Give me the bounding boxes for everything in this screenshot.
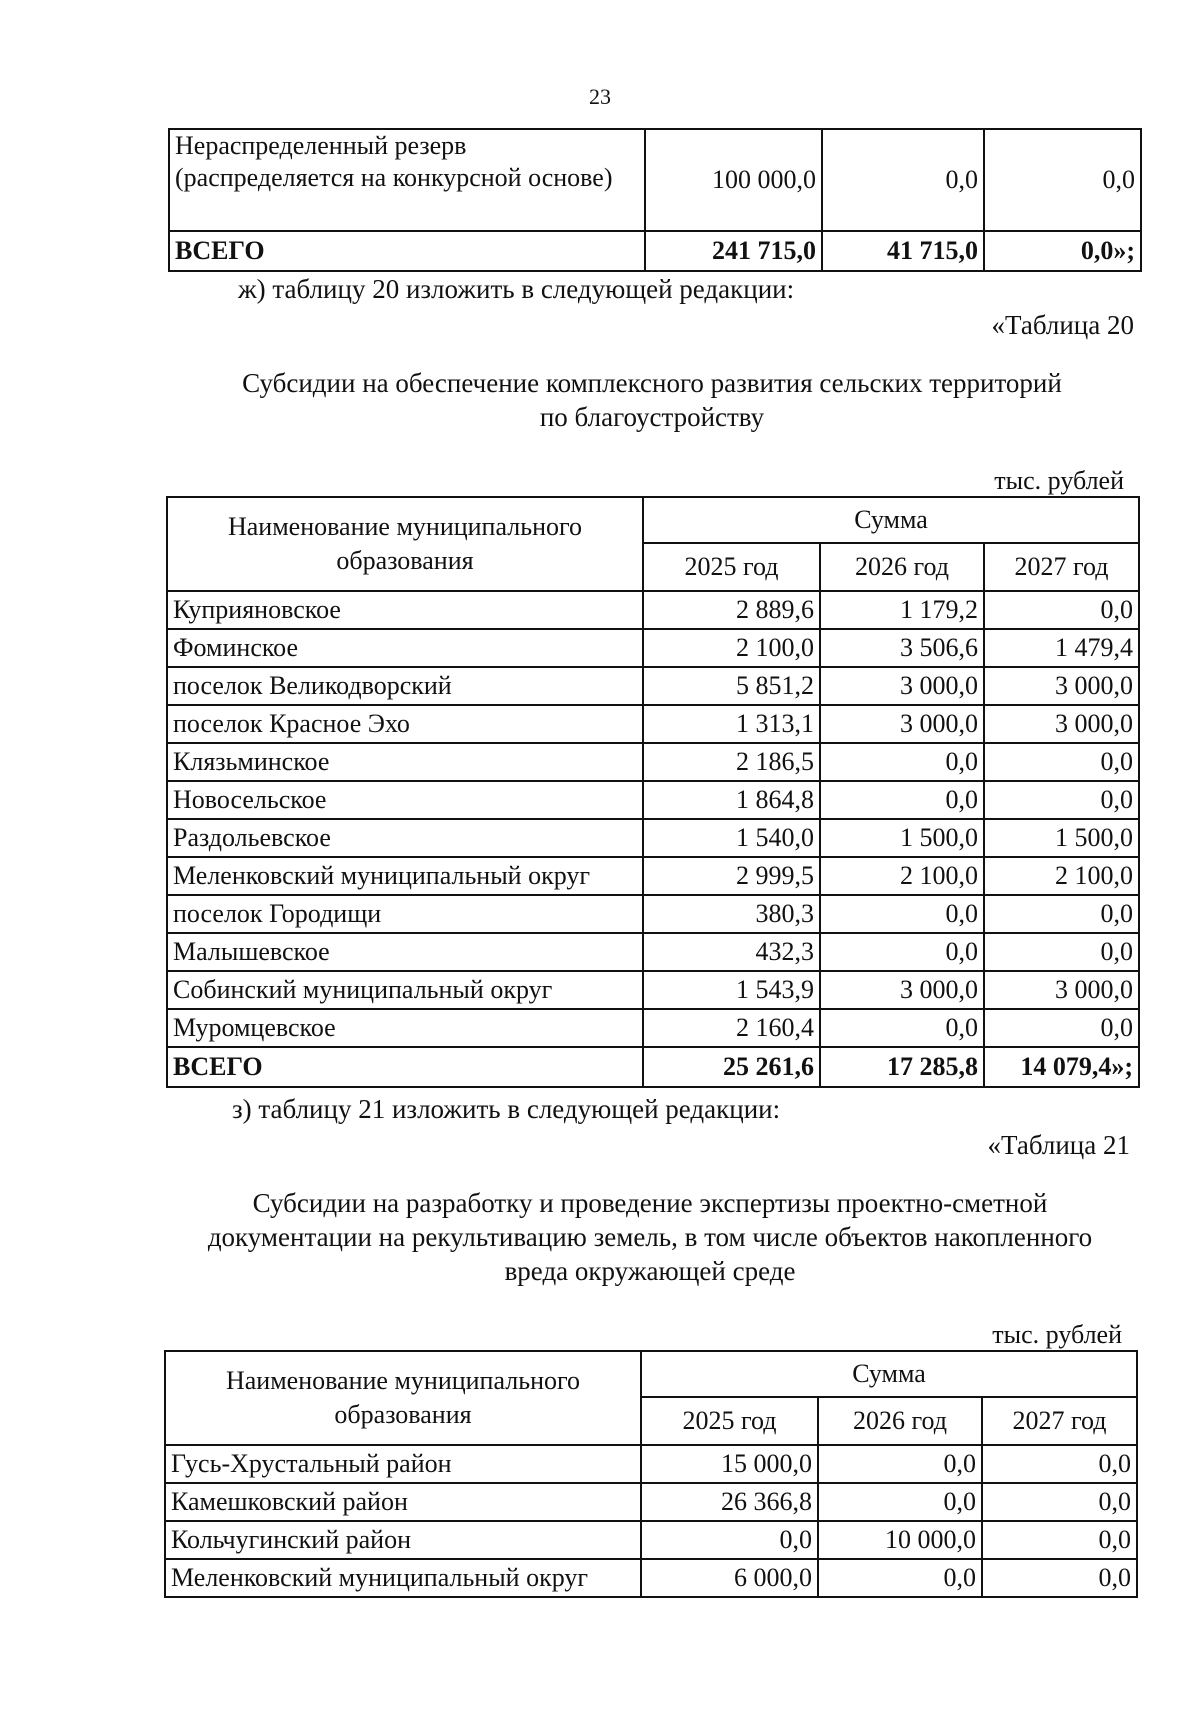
value-2025: 1 540,0: [643, 819, 820, 857]
table-row: [167, 667, 1139, 705]
column-header-name: Наименование муниципального образования: [165, 1351, 641, 1445]
value-2027: 1 500,0: [984, 819, 1139, 857]
row-name: поселок Великодворский: [167, 667, 643, 705]
row-name: Гусь-Хрустальный район: [165, 1445, 641, 1483]
value-2026: 10 000,0: [818, 1521, 982, 1559]
total-2026: 41 715,0: [822, 231, 984, 271]
value-2027: 1 479,4: [984, 629, 1139, 667]
instruction-z: з) таблицу 21 изложить в следующей редакции:: [232, 1094, 781, 1124]
row-name: Нераспределенный резерв (распределяется на конкурсной основе): [169, 129, 645, 231]
value-2026: 0,0: [820, 743, 984, 781]
value-2025: 1 864,8: [643, 781, 820, 819]
title-line: Субсидии на обеспечение комплексного развития сельских территорий: [242, 368, 1062, 398]
row-name: Кольчугинский район: [165, 1521, 641, 1559]
value-2025: 1 313,1: [643, 705, 820, 743]
value-2026: 0,0: [820, 781, 984, 819]
row-name: поселок Красное Эхо: [167, 705, 643, 743]
table-row: [167, 705, 1139, 743]
value-2025: 380,3: [643, 895, 820, 933]
total-2027: 14 079,4»;: [984, 1047, 1139, 1087]
table-row: [167, 629, 1139, 667]
title-line: вреда окружающей среде: [504, 1256, 796, 1286]
total-2025: 25 261,6: [643, 1047, 820, 1087]
value-2025: 1 543,9: [643, 971, 820, 1009]
value-2027: 3 000,0: [984, 705, 1139, 743]
total-label: ВСЕГО: [167, 1047, 643, 1087]
column-header-2027: 2027 год: [984, 543, 1139, 591]
row-name: Фоминское: [167, 629, 643, 667]
column-header-2025: 2025 год: [641, 1397, 818, 1445]
value-2026: 3 000,0: [820, 705, 984, 743]
row-name: Меленковский муниципальный округ: [167, 857, 643, 895]
total-2027: 0,0»;: [984, 231, 1141, 271]
total-2025: 241 715,0: [645, 231, 822, 271]
row-name: Малышевское: [167, 933, 643, 971]
value-2026: 3 000,0: [820, 971, 984, 1009]
column-header-sum: Сумма: [643, 497, 1139, 543]
value-2027: 0,0: [984, 781, 1139, 819]
value-2026: 0,0: [818, 1483, 982, 1521]
value-2027: 0,0: [984, 743, 1139, 781]
value-2026: 3 506,6: [820, 629, 984, 667]
table-row: [165, 1483, 1137, 1521]
value-2025: 26 366,8: [641, 1483, 818, 1521]
row-name: поселок Городищи: [167, 895, 643, 933]
units-label: тыс. рублей: [992, 1320, 1122, 1349]
header-row: [167, 497, 1139, 543]
total-label: ВСЕГО: [169, 231, 645, 271]
value-2027: 0,0: [984, 933, 1139, 971]
value-2026: 0,0: [820, 1009, 984, 1047]
value-2025: 15 000,0: [641, 1445, 818, 1483]
row-name: Собинский муниципальный округ: [167, 971, 643, 1009]
total-2026: 17 285,8: [820, 1047, 984, 1087]
value-2025: 2 999,5: [643, 857, 820, 895]
value-2026: 0,0: [820, 895, 984, 933]
column-header-2025: 2025 год: [643, 543, 820, 591]
column-header-sum: Сумма: [641, 1351, 1137, 1397]
table-20: [166, 496, 1140, 1088]
value-2027: 0,0: [982, 1559, 1137, 1597]
table-row: [167, 591, 1139, 629]
row-name: Камешковский район: [165, 1483, 641, 1521]
table-row: [167, 971, 1139, 1009]
table-row: [167, 781, 1139, 819]
table-row: [167, 743, 1139, 781]
value-2025: 432,3: [643, 933, 820, 971]
table-21: [164, 1350, 1138, 1598]
table-row: [167, 819, 1139, 857]
row-name: Меленковский муниципальный округ: [165, 1559, 641, 1597]
column-header-2026: 2026 год: [820, 543, 984, 591]
value-2027: 0,0: [982, 1521, 1137, 1559]
table-row: [165, 1445, 1137, 1483]
value-2027: 0,0: [984, 591, 1139, 629]
value-2026: 0,0: [822, 129, 984, 231]
value-2027: 0,0: [982, 1483, 1137, 1521]
total-row: [167, 1047, 1139, 1087]
value-2025: 0,0: [641, 1521, 818, 1559]
value-2025: 2 186,5: [643, 743, 820, 781]
title-line: по благоустройству: [539, 402, 765, 432]
instruction-zh: ж) таблицу 20 изложить в следующей редакции:: [238, 274, 795, 304]
value-2026: 2 100,0: [820, 857, 984, 895]
value-2025: 2 100,0: [643, 629, 820, 667]
table-21-title: [100, 1186, 1200, 1288]
page-number: 23: [589, 84, 611, 109]
column-header-2026: 2026 год: [818, 1397, 982, 1445]
table-row: [165, 1521, 1137, 1559]
units-label: тыс. рублей: [994, 466, 1124, 495]
value-2026: 0,0: [818, 1559, 982, 1597]
column-header-name: Наименование муниципального образования: [167, 497, 643, 591]
value-2025: 5 851,2: [643, 667, 820, 705]
value-2025: 100 000,0: [645, 129, 822, 231]
table-row: [167, 857, 1139, 895]
value-2026: 3 000,0: [820, 667, 984, 705]
value-2027: 0,0: [984, 895, 1139, 933]
row-name: Куприяновское: [167, 591, 643, 629]
value-2027: 0,0: [984, 1009, 1139, 1047]
value-2027: 3 000,0: [984, 667, 1139, 705]
row-name: Муромцевское: [167, 1009, 643, 1047]
table-row: [167, 1009, 1139, 1047]
table-21-ref: «Таблица 21: [987, 1130, 1130, 1160]
title-line: Субсидии на разработку и проведение экспертизы проектно-сметной: [252, 1188, 1048, 1218]
title-line: документации на рекультивацию земель, в том числе объектов накопленного: [207, 1222, 1093, 1252]
table-20-ref: «Таблица 20: [991, 310, 1134, 340]
header-row: [165, 1351, 1137, 1397]
row-name: Клязьминское: [167, 743, 643, 781]
value-2025: 2 889,6: [643, 591, 820, 629]
table-row: [167, 895, 1139, 933]
table-row: [165, 1559, 1137, 1597]
row-name: Раздольевское: [167, 819, 643, 857]
table-row: [167, 933, 1139, 971]
table-19-tail: [168, 128, 1142, 272]
value-2027: 0,0: [984, 129, 1141, 231]
value-2025: 2 160,4: [643, 1009, 820, 1047]
table-row: [169, 129, 1141, 231]
value-2026: 0,0: [818, 1445, 982, 1483]
value-2026: 1 179,2: [820, 591, 984, 629]
value-2027: 2 100,0: [984, 857, 1139, 895]
total-row: [169, 231, 1141, 271]
column-header-2027: 2027 год: [982, 1397, 1137, 1445]
value-2026: 0,0: [820, 933, 984, 971]
value-2025: 6 000,0: [641, 1559, 818, 1597]
value-2026: 1 500,0: [820, 819, 984, 857]
table-20-title: [100, 366, 1200, 434]
value-2027: 0,0: [982, 1445, 1137, 1483]
row-name: Новосельское: [167, 781, 643, 819]
value-2027: 3 000,0: [984, 971, 1139, 1009]
